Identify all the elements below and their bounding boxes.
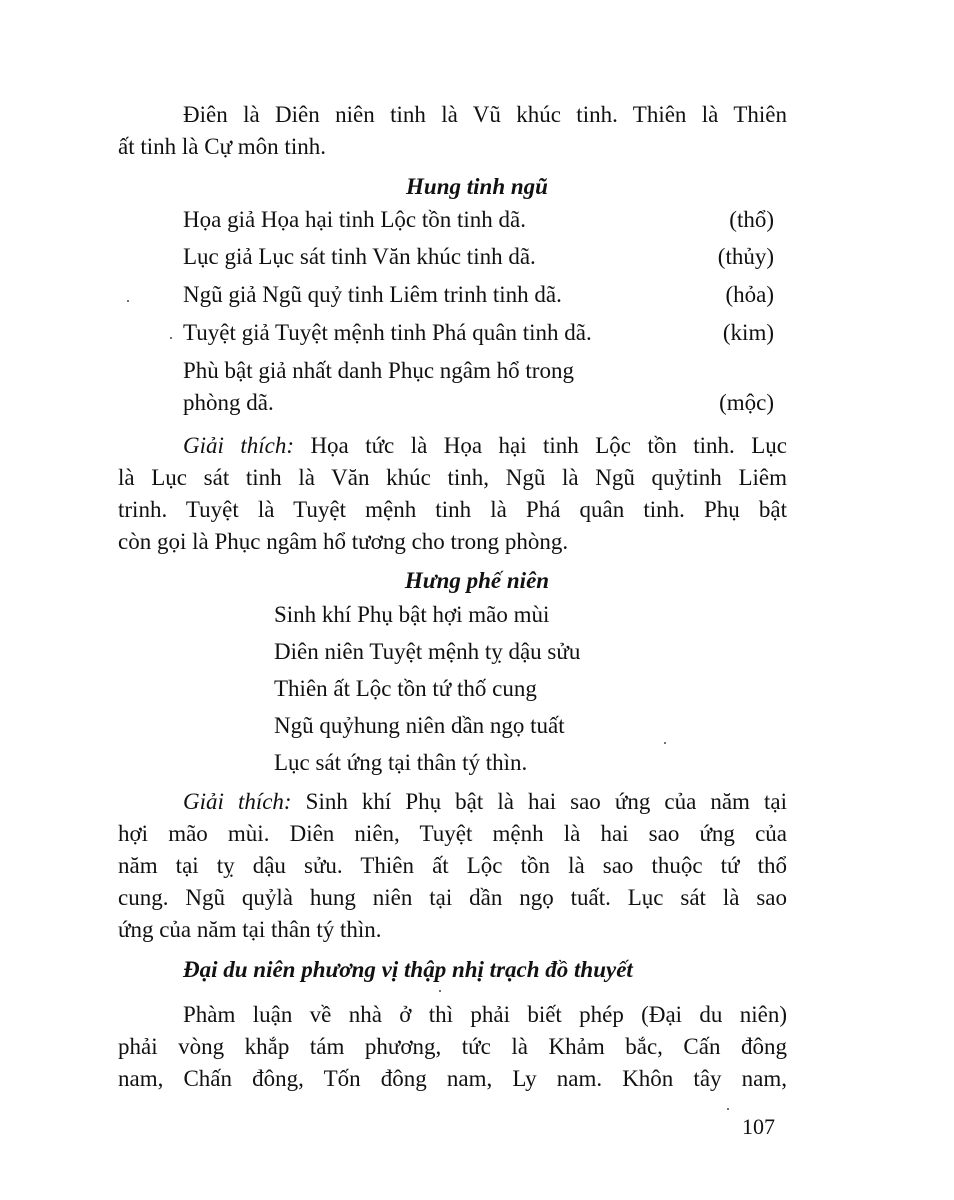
- verse-element: (hỏa): [725, 282, 774, 307]
- body-line: Phàm luận về nhà ở thì phải biết phép (Đại du niên): [183, 1002, 787, 1027]
- verse-line: Lục sát ứng tại thân tý thìn.: [274, 750, 528, 775]
- verse-element: (kim): [722, 320, 774, 345]
- intro-line-2: ất tinh là Cự môn tinh.: [118, 134, 326, 159]
- body-line: nam, Chấn đông, Tốn đông nam, Ly nam. Khôn tây nam,: [118, 1066, 787, 1091]
- verse-text: Ngũ giả Ngũ quỷ tinh Liêm trinh tinh dã.: [183, 282, 562, 307]
- explanation-line: năm tại tỵ dậu sửu. Thiên ất Lộc tồn là sao thuộc tứ thổ: [118, 853, 787, 878]
- page-number: 107: [742, 1114, 775, 1139]
- verse-text: Tuyệt giả Tuyệt mệnh tinh Phá quân tinh dã.: [183, 320, 592, 345]
- explanation-line: trinh. Tuyệt là Tuyệt mệnh tinh là Phá quân tinh. Phụ bật: [118, 497, 787, 522]
- section-heading-hung-phe-nien: Hưng phế niên: [404, 568, 550, 593]
- verse-element: (mộc): [719, 390, 774, 415]
- explanation-line: còn gọi là Phục ngâm hổ tương cho trong phòng.: [118, 529, 569, 554]
- verse-row: [183, 242, 774, 272]
- verse-line: Sinh khí Phụ bật hợi mão mùi: [274, 602, 550, 627]
- verse-row: [183, 205, 774, 235]
- verse-element: (thủy): [717, 244, 774, 269]
- scan-speck: [727, 1108, 729, 1110]
- explanation-line: ứng của năm tại thân tý thìn.: [118, 917, 382, 942]
- verse-row: [183, 280, 774, 310]
- explanation-label: Giải thích:: [183, 433, 294, 458]
- scan-speck: [664, 742, 666, 744]
- explanation-line: [183, 431, 787, 461]
- verse-line: Diên niên Tuyệt mệnh tỵ dậu sửu: [274, 639, 581, 664]
- verse-element: (thổ): [729, 207, 774, 232]
- scan-speck: [170, 337, 172, 339]
- verse-line: Thiên ất Lộc tồn tứ thố cung: [274, 676, 537, 701]
- section-heading-dai-du-nien: Đại du niên phương vị thập nhị trạch đồ thuyết: [183, 957, 633, 982]
- explanation-line: [183, 787, 787, 817]
- section-heading-hung-tinh-ngu: Hung tinh ngũ: [406, 174, 548, 199]
- verse-text: Lục giả Lục sát tinh Văn khúc tinh dã.: [183, 244, 536, 269]
- explanation-text: Họa tức là Họa hại tinh Lộc tồn tinh. Lục: [310, 433, 788, 458]
- verse-text: phòng dã.: [183, 390, 274, 415]
- explanation-text: Sinh khí Phụ bật là hai sao ứng của năm tại: [305, 789, 787, 814]
- scan-speck: [127, 300, 129, 302]
- explanation-line: cung. Ngũ quỷlà hung niên tại dần ngọ tuất. Lục sát là sao: [118, 885, 787, 910]
- verse-row: [183, 388, 774, 418]
- verse-row: [183, 318, 774, 348]
- scan-speck: [439, 990, 441, 992]
- verse-row: [183, 356, 774, 386]
- explanation-line: là Lục sát tinh là Văn khúc tinh, Ngũ là Ngũ quỷtinh Liêm: [118, 465, 787, 490]
- explanation-line: hợi mão mùi. Diên niên, Tuyệt mệnh là hai sao ứng của: [118, 821, 787, 846]
- explanation-label: Giải thích:: [183, 789, 292, 814]
- verse-text: Họa giả Họa hại tinh Lộc tồn tinh dã.: [183, 207, 527, 232]
- body-line: phải vòng khắp tám phương, tức là Khảm bắc, Cấn đông: [118, 1034, 787, 1059]
- verse-line: Ngũ quỷhung niên dần ngọ tuất: [274, 713, 565, 738]
- verse-text: Phù bật giả nhất danh Phục ngâm hổ trong: [183, 358, 574, 383]
- intro-line-1: Điên là Diên niên tinh là Vũ khúc tinh. Thiên là Thiên: [183, 102, 787, 127]
